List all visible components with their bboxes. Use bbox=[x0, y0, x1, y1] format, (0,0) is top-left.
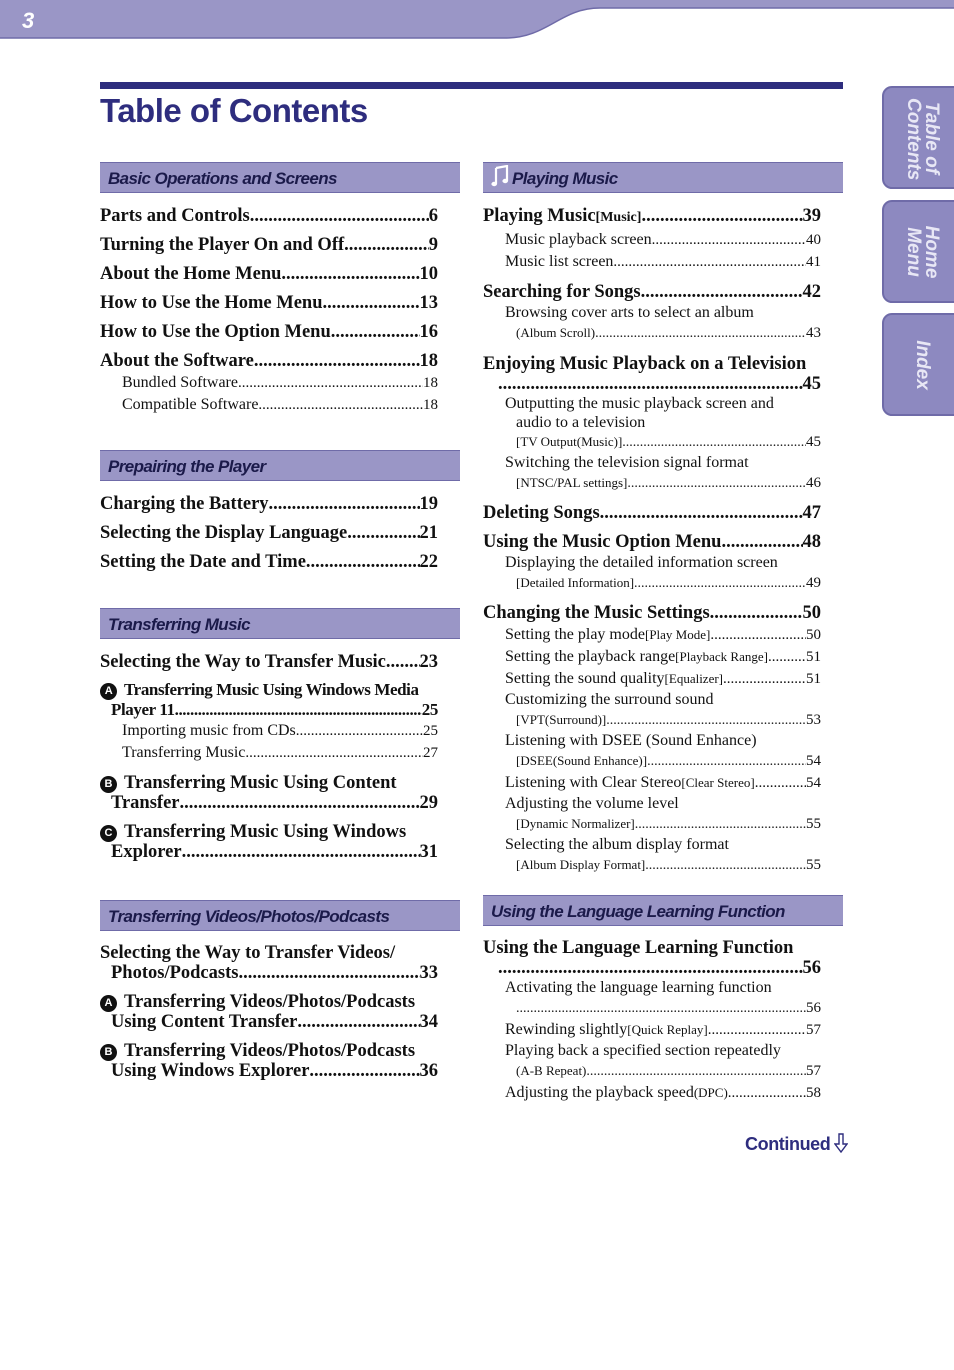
entry-title: Transferring Music bbox=[122, 744, 246, 761]
entry-title: Selecting the Way to Transfer Music bbox=[100, 652, 386, 672]
toc-subentry[interactable] bbox=[483, 1041, 821, 1082]
entry-title: Listening with Clear Stereo bbox=[505, 774, 682, 791]
entry-page: 40 bbox=[806, 232, 821, 248]
entry-title: Bundled Software bbox=[122, 374, 238, 391]
entry-page: 6 bbox=[428, 206, 438, 226]
toc-entry[interactable] bbox=[483, 938, 821, 978]
side-tab-label: Index bbox=[912, 339, 933, 390]
entry-tag: [Album Display Format] bbox=[516, 857, 646, 872]
section-playing-music bbox=[483, 162, 821, 876]
entry-title: Customizing the surround sound bbox=[505, 691, 714, 708]
entry-tag: [Detailed Information] bbox=[516, 575, 635, 590]
badge-a-icon: A bbox=[100, 683, 117, 700]
section-header: Prepairing the Player bbox=[100, 450, 460, 481]
entry-page: 23 bbox=[419, 652, 438, 672]
side-tab-label: Home Menu bbox=[903, 225, 942, 278]
entry-title-cont: Using Windows Explorer bbox=[111, 1061, 310, 1081]
title-rule bbox=[100, 82, 843, 89]
toc-entry[interactable] bbox=[100, 943, 438, 983]
entry-title: Setting the play mode bbox=[505, 626, 645, 643]
entry-title: Using the Music Option Menu bbox=[483, 532, 722, 552]
section-header-label: Playing Music bbox=[512, 169, 618, 188]
entry-page: 43 bbox=[806, 325, 821, 341]
entry-tag: [Equalizer] bbox=[664, 671, 724, 686]
entry-title: Deleting Songs bbox=[483, 503, 600, 523]
toc-entry[interactable] bbox=[100, 651, 438, 673]
entry-title: Playing Music bbox=[483, 206, 596, 226]
entry-page: 21 bbox=[419, 523, 438, 543]
entry-page: 18 bbox=[423, 375, 438, 391]
entry-title: Adjusting the playback speed bbox=[505, 1084, 694, 1101]
entry-title-cont: Player 11 bbox=[111, 700, 175, 719]
arrow-down-icon bbox=[834, 1133, 848, 1153]
entry-title: Transferring Music Using Windows bbox=[124, 822, 407, 842]
entry-title: Displaying the detailed information screen bbox=[505, 554, 778, 571]
entry-page: 54 bbox=[806, 775, 821, 791]
toc-subentry[interactable] bbox=[100, 394, 438, 416]
toc-entry[interactable] bbox=[100, 680, 438, 720]
entry-tag: [TV Output(Music)] bbox=[516, 434, 623, 449]
entry-title: Turning the Player On and Off bbox=[100, 235, 345, 255]
entry-title: Rewinding slightly bbox=[505, 1021, 628, 1038]
entry-title-cont: audio to a television bbox=[516, 414, 646, 431]
toc-entry[interactable] bbox=[100, 773, 438, 813]
entry-page: 39 bbox=[802, 206, 821, 226]
entry-tag: [Dynamic Normalizer] bbox=[516, 816, 635, 831]
entry-title-cont: Explorer bbox=[111, 842, 182, 862]
toc-subentry[interactable] bbox=[483, 394, 821, 453]
entry-tag: (Album Scroll) bbox=[516, 325, 596, 340]
entry-title: Music playback screen bbox=[505, 231, 652, 248]
entry-title: Transferring Music Using Windows Media bbox=[124, 680, 419, 699]
entry-tag: [Music] bbox=[595, 210, 642, 225]
toc-entry[interactable] bbox=[483, 354, 821, 394]
entry-page: 18 bbox=[423, 397, 438, 413]
entry-title-cont: Transfer bbox=[111, 793, 180, 813]
page-number: 3 bbox=[22, 8, 35, 33]
entry-page: 57 bbox=[806, 1022, 821, 1038]
entry-title: Searching for Songs bbox=[483, 282, 641, 302]
entry-tag: [VPT(Surround)] bbox=[516, 712, 607, 727]
entry-title: Selecting the album display format bbox=[505, 836, 729, 853]
entry-page: 16 bbox=[419, 322, 438, 342]
continued-link[interactable] bbox=[745, 1133, 848, 1155]
toc-subentry[interactable] bbox=[483, 624, 821, 646]
entry-page: 41 bbox=[806, 254, 821, 270]
entry-tag: [Clear Stereo] bbox=[681, 775, 755, 790]
entry-page: 58 bbox=[806, 1085, 821, 1101]
entry-tag: [Play Mode] bbox=[644, 627, 711, 642]
continued-label: Continued bbox=[745, 1134, 831, 1154]
side-tab-home-menu[interactable] bbox=[882, 200, 954, 303]
toc-subentry[interactable] bbox=[483, 251, 821, 273]
entry-page: 47 bbox=[802, 503, 821, 523]
entry-page: 36 bbox=[419, 1061, 438, 1081]
toc-subentry[interactable] bbox=[483, 690, 821, 731]
entry-page: 55 bbox=[806, 857, 821, 873]
toc-entry[interactable] bbox=[100, 522, 438, 544]
entry-title: Switching the television signal format bbox=[505, 454, 749, 471]
toc-entry[interactable] bbox=[100, 292, 438, 314]
entry-title: Setting the sound quality bbox=[505, 670, 665, 687]
entry-title-cont: Using Content Transfer bbox=[111, 1012, 298, 1032]
toc-entry[interactable] bbox=[483, 531, 821, 553]
top-banner bbox=[0, 0, 954, 40]
entry-title: Enjoying Music Playback on a Television bbox=[483, 354, 807, 374]
toc-subentry[interactable] bbox=[483, 772, 821, 794]
entry-page: 25 bbox=[423, 723, 438, 739]
entry-page: 42 bbox=[802, 282, 821, 302]
toc-subentry[interactable] bbox=[483, 303, 821, 344]
entry-title: Parts and Controls bbox=[100, 206, 250, 226]
entry-title: Transferring Videos/Photos/Podcasts bbox=[124, 1041, 416, 1061]
toc-entry[interactable] bbox=[100, 1041, 438, 1081]
entry-page: 19 bbox=[419, 494, 438, 514]
entry-title: How to Use the Option Menu bbox=[100, 322, 331, 342]
entry-page: 51 bbox=[806, 649, 821, 665]
side-tab-label: Table of Contents bbox=[903, 97, 942, 180]
toc-subentry[interactable] bbox=[483, 668, 821, 690]
badge-b-icon: B bbox=[100, 1044, 117, 1061]
section-preparing-player bbox=[100, 450, 438, 573]
entry-title: Compatible Software bbox=[122, 396, 259, 413]
toc-entry[interactable] bbox=[100, 263, 438, 285]
entry-page: 46 bbox=[806, 475, 821, 491]
entry-page: 50 bbox=[802, 603, 821, 623]
toc-subentry[interactable] bbox=[483, 453, 821, 494]
entry-page: 45 bbox=[802, 374, 821, 394]
toc-entry[interactable] bbox=[100, 321, 438, 343]
toc-entry[interactable] bbox=[483, 602, 821, 624]
toc-entry[interactable] bbox=[483, 281, 821, 303]
entry-title: About the Software bbox=[100, 351, 254, 371]
section-header: Transferring Music bbox=[100, 608, 460, 639]
entry-page: 50 bbox=[806, 627, 821, 643]
toc-subentry[interactable] bbox=[483, 1019, 821, 1041]
entry-title: How to Use the Home Menu bbox=[100, 293, 323, 313]
entry-title: Adjusting the volume level bbox=[505, 795, 679, 812]
toc-subentry[interactable] bbox=[483, 646, 821, 668]
section-basic-operations bbox=[100, 162, 438, 416]
entry-page: 51 bbox=[806, 671, 821, 687]
toc-subentry[interactable] bbox=[483, 731, 821, 772]
side-tab-index[interactable] bbox=[882, 313, 954, 416]
entry-title: Selecting the Display Language bbox=[100, 523, 348, 543]
entry-page: 45 bbox=[806, 434, 821, 450]
section-transferring-music bbox=[100, 608, 438, 862]
entry-title: Charging the Battery bbox=[100, 494, 269, 514]
page-title: Table of Contents bbox=[100, 92, 368, 129]
music-note-icon bbox=[491, 165, 509, 187]
entry-page: 54 bbox=[806, 753, 821, 769]
entry-title: Selecting the Way to Transfer Videos/ bbox=[100, 943, 396, 963]
entry-page: 25 bbox=[421, 700, 438, 719]
toc-subentry[interactable] bbox=[100, 720, 438, 742]
entry-title: Listening with DSEE (Sound Enhance) bbox=[505, 732, 757, 749]
entry-page: 18 bbox=[419, 351, 438, 371]
toc-entry[interactable] bbox=[100, 493, 438, 515]
entry-title: Transferring Music Using Content bbox=[124, 773, 397, 793]
entry-title: Setting the Date and Time bbox=[100, 552, 306, 572]
badge-c-icon: C bbox=[100, 825, 117, 842]
badge-b-icon: B bbox=[100, 776, 117, 793]
entry-title: Changing the Music Settings bbox=[483, 603, 710, 623]
section-header: Transferring Videos/Photos/Podcasts bbox=[100, 900, 460, 931]
entry-page: 27 bbox=[423, 745, 438, 761]
toc-entry[interactable] bbox=[100, 551, 438, 573]
entry-title: Using the Language Learning Function bbox=[483, 938, 794, 958]
entry-title: Music list screen bbox=[505, 253, 614, 270]
badge-a-icon: A bbox=[100, 995, 117, 1012]
section-transferring-videos bbox=[100, 900, 438, 1081]
toc-subentry[interactable] bbox=[483, 553, 821, 594]
toc-entry[interactable] bbox=[100, 822, 438, 862]
section-header bbox=[483, 162, 843, 193]
entry-tag: [DSEE(Sound Enhance)] bbox=[516, 753, 648, 768]
entry-page: 56 bbox=[802, 958, 821, 978]
entry-page: 13 bbox=[419, 293, 438, 313]
entry-tag: [Playback Range] bbox=[675, 649, 768, 664]
entry-title-cont: Photos/Podcasts bbox=[111, 963, 239, 983]
toc-entry[interactable] bbox=[483, 502, 821, 524]
entry-title: Setting the playback range bbox=[505, 648, 676, 665]
entry-page: 56 bbox=[806, 1000, 821, 1016]
toc-entry[interactable] bbox=[100, 234, 438, 256]
entry-page: 29 bbox=[419, 793, 438, 813]
entry-tag: [Quick Replay] bbox=[627, 1022, 708, 1037]
entry-title: Playing back a specified section repeatedly bbox=[505, 1042, 781, 1059]
toc-entry[interactable] bbox=[100, 350, 438, 372]
toc-subentry[interactable] bbox=[483, 978, 821, 1019]
toc-subentry[interactable] bbox=[100, 372, 438, 394]
toc-subentry[interactable] bbox=[483, 1082, 821, 1104]
entry-page: 49 bbox=[806, 575, 821, 591]
entry-page: 10 bbox=[419, 264, 438, 284]
entry-page: 31 bbox=[419, 842, 438, 862]
toc-entry[interactable] bbox=[100, 205, 438, 227]
side-tab-table-of-contents[interactable] bbox=[882, 86, 954, 189]
entry-page: 53 bbox=[806, 712, 821, 728]
entry-page: 9 bbox=[428, 235, 438, 255]
entry-title: Outputting the music playback screen and bbox=[505, 395, 774, 412]
entry-tag: [NTSC/PAL settings] bbox=[516, 475, 628, 490]
entry-title: About the Home Menu bbox=[100, 264, 282, 284]
entry-title: Importing music from CDs bbox=[122, 722, 296, 739]
entry-page: 34 bbox=[419, 1012, 438, 1032]
toc-subentry[interactable] bbox=[100, 742, 438, 764]
entry-page: 48 bbox=[802, 532, 821, 552]
entry-page: 22 bbox=[419, 552, 438, 572]
entry-tag: (A-B Repeat) bbox=[516, 1063, 587, 1078]
toc-subentry[interactable] bbox=[483, 794, 821, 835]
entry-title: Transferring Videos/Photos/Podcasts bbox=[124, 992, 416, 1012]
section-header: Basic Operations and Screens bbox=[100, 162, 460, 193]
entry-title: Activating the language learning function bbox=[505, 979, 772, 996]
toc-entry[interactable] bbox=[483, 205, 821, 229]
entry-page: 55 bbox=[806, 816, 821, 832]
section-language-learning bbox=[483, 895, 821, 1104]
toc-subentry[interactable] bbox=[483, 229, 821, 251]
toc-entry[interactable] bbox=[100, 992, 438, 1032]
entry-page: 33 bbox=[419, 963, 438, 983]
entry-title: Browsing cover arts to select an album bbox=[505, 304, 754, 321]
entry-tag: (DPC) bbox=[693, 1085, 728, 1100]
section-header: Using the Language Learning Function bbox=[483, 895, 843, 926]
entry-page: 57 bbox=[806, 1063, 821, 1079]
toc-subentry[interactable] bbox=[483, 835, 821, 876]
